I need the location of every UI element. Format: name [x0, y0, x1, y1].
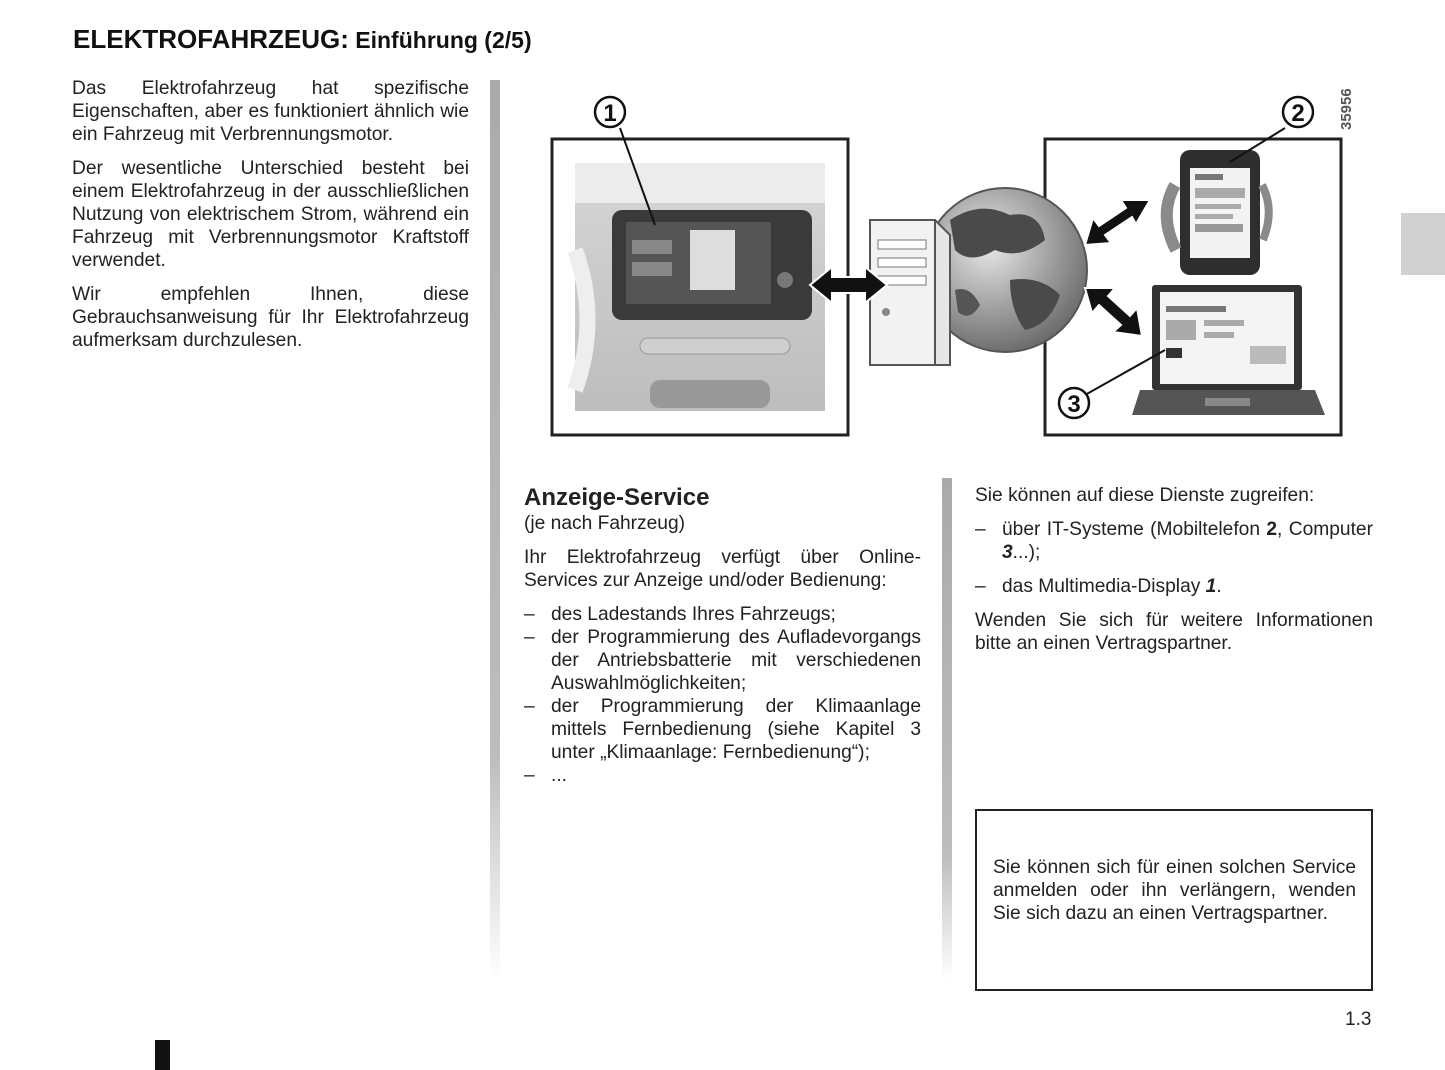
- figure-reference: 35956: [1338, 88, 1355, 130]
- print-mark: [155, 1040, 170, 1070]
- services-illustration: [540, 90, 1360, 450]
- note-box: [975, 809, 1373, 991]
- access-lead: Sie können auf diese Dienste zugreifen:: [975, 485, 1315, 506]
- service-section: [524, 484, 921, 787]
- access-info: Wenden Sie sich für weitere Informationen bitte an einen Vertragspartner.: [975, 610, 1373, 654]
- section-heading: Anzeige-Service: [524, 484, 710, 511]
- callout-1: [595, 97, 625, 127]
- intro-paragraph: Der wesentliche Unterschied besteht bei einem Elektrofahrzeug in der ausschließlichen Nutzung von elektrischem Strom, während ein Fahrzeug mit Verbrennungsmotor Kraftstoff verwendet.: [72, 158, 469, 271]
- svg-text:2: 2: [1291, 100, 1305, 127]
- list-item: – der Programmierung der Klimaanlage mittels Fernbedienung (siehe Kapitel 3 unter „Klimaanlage: Fernbedienung“);: [524, 696, 921, 763]
- list-item: – des Ladestands Ihres Fahrzeugs;: [524, 604, 836, 625]
- list-item: – ...: [524, 765, 567, 786]
- svg-text:1: 1: [603, 100, 617, 127]
- intro-paragraph: Wir empfehlen Ihnen, diese Gebrauchsanweisung für Ihr Elektrofahrzeug aufmerksam durchzulesen.: [72, 284, 469, 351]
- list-item: – das Multimedia-Display 1.: [975, 576, 1222, 597]
- list-item: – über IT-Systeme (Mobiltelefon 2, Computer 3...);: [975, 519, 1373, 563]
- note-text: Sie können sich für einen solchen Service anmelden oder ihn verlängern, wenden Sie sich dazu an einen Vertragspartner.: [993, 857, 1356, 924]
- callout-3: [1059, 388, 1089, 418]
- page-number: 1.3: [1345, 1009, 1372, 1030]
- access-section: [975, 484, 1373, 655]
- multimedia-display-icon: [552, 139, 848, 435]
- intro-paragraph: Das Elektrofahrzeug hat spezifische Eigenschaften, aber es funktioniert ähnlich wie ein Fahrzeug mit Verbrennungsmotor.: [72, 78, 469, 145]
- column-rule: [490, 80, 500, 980]
- service-lead: Ihr Elektrofahrzeug verfügt über Online-Services zur Anzeige und/oder Bedienung:: [524, 547, 921, 591]
- svg-text:3: 3: [1067, 391, 1081, 418]
- smartphone-icon: [1167, 150, 1269, 275]
- intro-text: [72, 77, 469, 363]
- callout-2: [1283, 97, 1313, 127]
- laptop-icon: [1132, 285, 1325, 415]
- page-title: ELEKTROFAHRZEUG: Einführung (2/5): [73, 24, 532, 54]
- column-rule: [942, 478, 952, 980]
- server-icon: [870, 220, 950, 365]
- section-subheading: (je nach Fahrzeug): [524, 513, 686, 534]
- list-item: – der Programmierung des Aufladevorgangs der Antriebsbatterie mit verschiedenen Auswahlmöglichkeiten;: [524, 627, 921, 694]
- chapter-tab: [1401, 213, 1445, 275]
